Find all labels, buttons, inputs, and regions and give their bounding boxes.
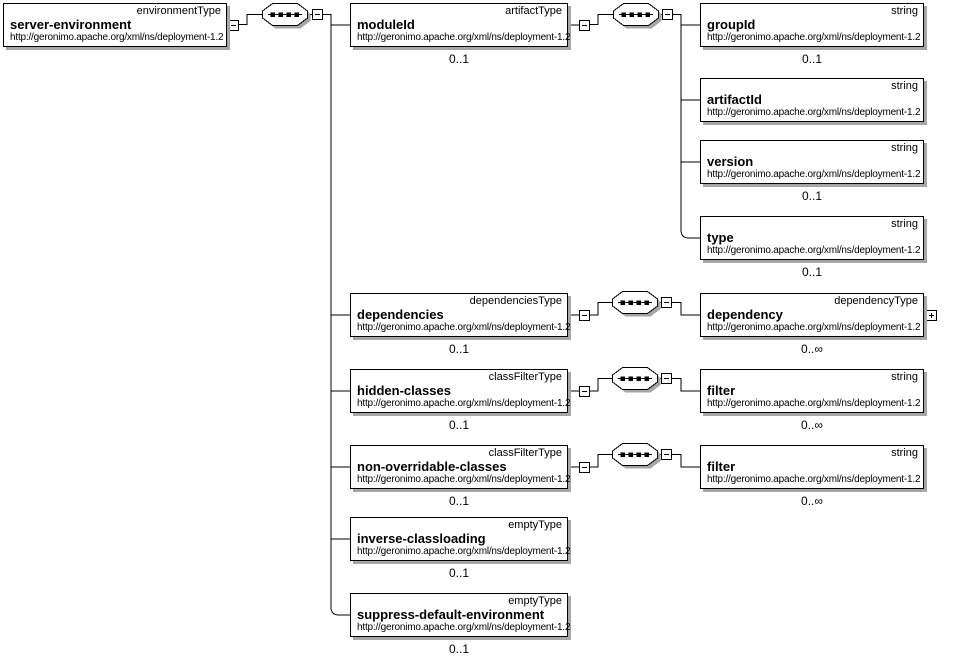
element-moduleid[interactable]	[350, 3, 571, 47]
sequence-compositor-moduleid[interactable]	[614, 4, 662, 29]
cardinality-label: 0..∞	[801, 494, 823, 508]
type-label: emptyType	[508, 595, 562, 607]
element-name: moduleId	[357, 17, 415, 32]
sequence-compositor-dependencies[interactable]	[613, 292, 661, 317]
type-label: dependenciesType	[469, 295, 562, 307]
collapse-toggle-non-overridable-classes[interactable]	[579, 462, 590, 473]
element-name: dependencies	[357, 307, 444, 322]
cardinality-label: 0..1	[448, 566, 469, 580]
type-label: classFilterType	[488, 371, 562, 383]
namespace-label: http://geronimo.apache.org/xml/ns/deployment-1.2	[357, 32, 571, 43]
sequence-compositor-non-overridable-classes[interactable]	[613, 444, 661, 469]
collapse-toggle-moduleid-sequence[interactable]	[662, 9, 673, 20]
element-artifactid[interactable]	[700, 78, 924, 122]
namespace-label: http://geronimo.apache.org/xml/ns/deployment-1.2	[357, 474, 571, 485]
element-name: server-environment	[10, 17, 132, 32]
namespace-label: http://geronimo.apache.org/xml/ns/deployment-1.2	[707, 32, 921, 43]
expand-toggle-dependency[interactable]	[926, 310, 937, 321]
namespace-label: http://geronimo.apache.org/xml/ns/deployment-1.2	[707, 245, 921, 256]
namespace-label: http://geronimo.apache.org/xml/ns/deployment-1.2	[707, 107, 921, 118]
type-label: artifactType	[505, 5, 562, 17]
type-label: string	[891, 218, 918, 230]
element-version[interactable]	[700, 140, 924, 184]
cardinality-label: 0..1	[448, 342, 469, 356]
element-name: non-overridable-classes	[357, 459, 507, 474]
element-name: artifactId	[707, 92, 762, 107]
collapse-toggle-dependencies[interactable]	[579, 310, 590, 321]
element-type[interactable]	[700, 216, 924, 260]
element-dependency[interactable]	[700, 293, 924, 337]
type-label: string	[891, 371, 918, 383]
cardinality-label: 0..1	[801, 189, 822, 203]
element-filter-non-overridable[interactable]	[700, 445, 924, 489]
namespace-label: http://geronimo.apache.org/xml/ns/deployment-1.2	[357, 546, 571, 557]
element-name: version	[707, 154, 754, 169]
collapse-toggle-root-sequence[interactable]	[312, 9, 323, 20]
namespace-label: http://geronimo.apache.org/xml/ns/deployment-1.2	[707, 398, 921, 409]
collapse-toggle-hidden-classes[interactable]	[579, 386, 590, 397]
element-name: inverse-classloading	[357, 531, 486, 546]
element-suppress-default-environment[interactable]	[350, 593, 571, 637]
element-dependencies[interactable]	[350, 293, 571, 337]
element-name: type	[707, 230, 734, 245]
cardinality-label: 0..1	[801, 265, 822, 279]
type-label: string	[891, 142, 918, 154]
type-label: classFilterType	[488, 447, 562, 459]
namespace-label: http://geronimo.apache.org/xml/ns/deployment-1.2	[357, 322, 571, 333]
element-non-overridable-classes[interactable]	[350, 445, 571, 489]
element-server-environment[interactable]	[3, 3, 227, 47]
cardinality-label: 0..1	[448, 52, 469, 66]
type-label: emptyType	[508, 519, 562, 531]
type-label: environmentType	[136, 5, 221, 17]
element-inverse-classloading[interactable]	[350, 517, 571, 561]
element-hidden-classes[interactable]	[350, 369, 571, 413]
collapse-toggle-hidden-classes-sequence[interactable]	[661, 373, 672, 384]
namespace-label: http://geronimo.apache.org/xml/ns/deployment-1.2	[10, 32, 224, 43]
namespace-label: http://geronimo.apache.org/xml/ns/deployment-1.2	[707, 474, 921, 485]
type-label: dependencyType	[834, 295, 918, 307]
element-groupid[interactable]	[700, 3, 924, 47]
cardinality-label: 0..∞	[801, 418, 823, 432]
cardinality-label: 0..1	[801, 52, 822, 66]
type-label: string	[891, 80, 918, 92]
collapse-toggle-server-environment[interactable]	[228, 20, 239, 31]
element-name: hidden-classes	[357, 383, 451, 398]
element-name: suppress-default-environment	[357, 607, 545, 622]
namespace-label: http://geronimo.apache.org/xml/ns/deployment-1.2	[357, 398, 571, 409]
element-filter-hidden[interactable]	[700, 369, 924, 413]
element-name: filter	[707, 459, 736, 474]
collapse-toggle-non-overridable-classes-sequence[interactable]	[661, 449, 672, 460]
type-label: string	[891, 447, 918, 459]
element-name: groupId	[707, 17, 756, 32]
namespace-label: http://geronimo.apache.org/xml/ns/deployment-1.2	[707, 169, 921, 180]
cardinality-label: 0..1	[448, 642, 469, 656]
namespace-label: http://geronimo.apache.org/xml/ns/deployment-1.2	[357, 622, 571, 633]
type-label: string	[891, 5, 918, 17]
element-name: filter	[707, 383, 736, 398]
cardinality-label: 0..1	[448, 494, 469, 508]
namespace-label: http://geronimo.apache.org/xml/ns/deployment-1.2	[707, 322, 921, 333]
collapse-toggle-moduleid[interactable]	[579, 20, 590, 31]
cardinality-label: 0..∞	[801, 342, 823, 356]
cardinality-label: 0..1	[448, 418, 469, 432]
sequence-compositor-root[interactable]	[263, 4, 311, 29]
sequence-compositor-hidden-classes[interactable]	[613, 368, 661, 393]
collapse-toggle-dependencies-sequence[interactable]	[661, 297, 672, 308]
element-name: dependency	[707, 307, 783, 322]
